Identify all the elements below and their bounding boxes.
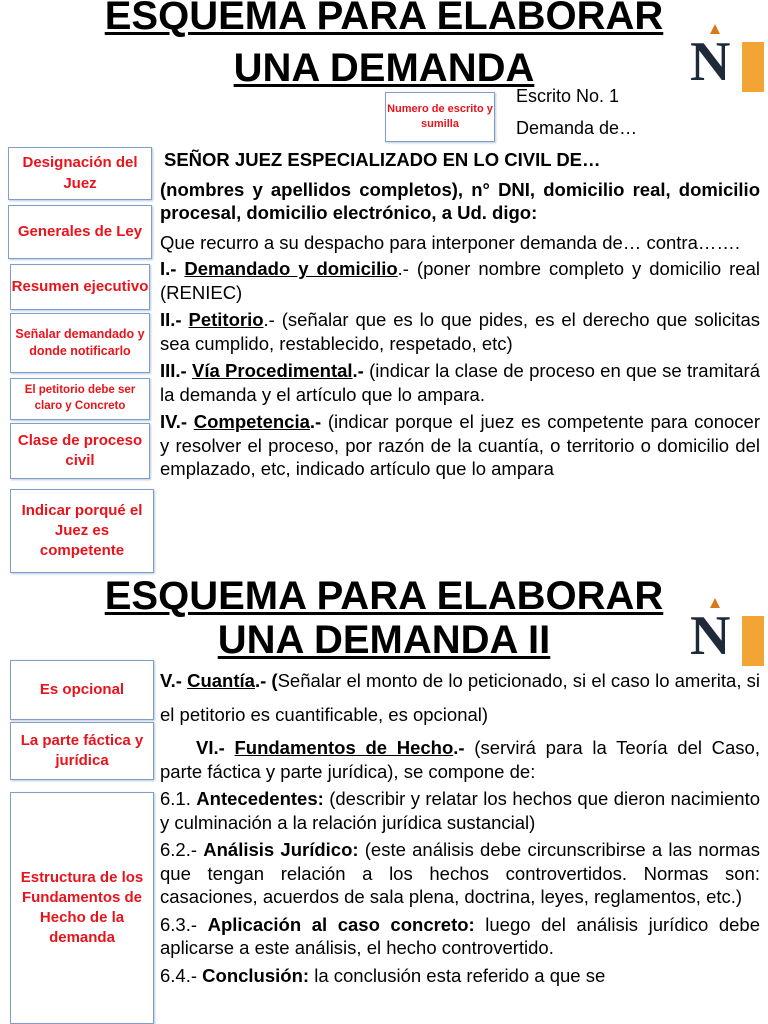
point-6-3-number: 6.3.- [160,913,208,935]
point-6-4-heading: Conclusión: [202,964,310,986]
label-petitorio-claro: El petitorio debe ser claro y Concreto [10,378,150,420]
point-6-2 [160,838,760,909]
section-4-number: IV.- [160,411,194,432]
slide-1-title-line-1: ESQUEMA PARA ELABORAR [104,0,664,38]
section-2-text: .- (señalar que es lo que pides, es el derecho que solicitas sea cumplido, restablecido, respetado, etc) [160,309,760,354]
label-clase-proceso: Clase de proceso civil [10,423,150,479]
label-resumen-ejecutivo: Resumen ejecutivo [10,264,150,310]
nombres-paragraph: (nombres y apellidos completos), n° DNI, domicilio real, domicilio procesal, domicilio electrónico, a Ud. digo: [160,178,760,223]
point-6-4 [160,964,760,988]
section-3 [160,359,760,406]
label-estructura-fundamentos: Estructura de los Fundamentos de Hecho de la demanda [10,792,154,1024]
slide-2-body [160,664,760,987]
senor-juez-heading: SEÑOR JUEZ ESPECIALIZADO EN LO CIVIL DE… [164,149,601,170]
point-6-1 [160,787,760,834]
slide-2 [0,576,768,1024]
label-juez-competente: Indicar porqué el Juez es competente [10,489,154,573]
point-6-4-number: 6.4.- [160,964,203,986]
point-6-2-text: (este análisis debe circunscribirse a las normas que tengan relación a los hechos controvertidos. Normas son: casaciones, acuerdos de sala plena, doctrina, leyes, reglamentos, etc.) [160,839,760,907]
section-2-heading: Petitorio [188,309,264,330]
point-6-2-number: 6.2.- [160,839,204,860]
slide-2-title-line-2: UNA DEMANDA II [217,618,551,662]
demanda-de: Demanda de… [516,118,638,138]
logo-icon: N [690,24,750,94]
label-generales-ley: Generales de Ley [8,205,152,259]
section-6-separator: .- [453,737,465,758]
slide-1-body [160,148,760,481]
label-senalar-demandado: Señalar demandado y donde notificarlo [10,313,150,373]
section-3-heading: Vía Procedimental [192,360,353,381]
section-4 [160,410,760,481]
point-6-3-heading: Aplicación al caso concreto: [207,913,475,935]
section-5-number: V.- [160,670,188,691]
slide-2-title-line-1: ESQUEMA PARA ELABORAR [104,576,664,618]
point-6-3-text: luego del análisis jurídico debe aplicarse a este análisis, el hecho controvertido. [160,913,760,958]
section-4-separator: .- [309,411,322,432]
section-1 [160,257,760,304]
section-5-separator: .- ( [254,670,278,691]
section-5 [160,664,760,732]
point-6-1-heading: Antecedentes: [196,788,324,809]
section-1-number: I.- [160,258,185,279]
point-6-4-text: la conclusión esta referido a que se [309,964,606,986]
section-4-heading: Competencia [193,411,310,432]
section-5-heading: Cuantía [187,670,255,691]
section-4-text: (indicar porque el juez es competente para conocer y resolver el proceso, por razón de la cuantía, o territorio o domicilio del emplazado, etc, indicado artículo que lo ampara [160,411,760,479]
section-6-heading: Fundamentos de Hecho [234,737,454,758]
section-2-number: II.- [160,309,189,330]
section-6 [160,736,760,783]
section-6-text: (servirá para la Teoría del Caso, parte fáctica y parte jurídica), se compone de: [160,737,760,782]
logo-icon: N [690,598,750,668]
label-parte-factica: La parte fáctica y jurídica [10,722,154,780]
section-3-number: III.- [160,360,192,381]
que-recurro-paragraph: Que recurro a su despacho para interponer demanda de… contra……. [160,231,740,253]
label-designacion-juez: Designación del Juez [8,147,152,200]
label-numero-escrito: Numero de escrito y sumilla [385,92,495,142]
point-6-1-number: 6.1. [160,788,197,809]
point-6-1-text: (describir y relatar los hechos que dieron nacimiento y culminación a la relación jurídica sustancial) [160,788,761,833]
point-6-2-heading: Análisis Jurídico: [203,839,359,860]
section-2 [160,308,760,355]
section-3-separator: .- [352,360,364,381]
section-6-number: VI.- [196,737,235,758]
section-1-text: .- (poner nombre completo y domicilio real (RENIEC) [160,258,760,303]
slide-1-title-line-2: UNA DEMANDA [233,46,535,90]
escrito-number: Escrito No. 1 [516,86,620,106]
section-5-text: Señalar el monto de lo peticionado, si el caso lo amerita, si el petitorio es cuantificable, es opcional) [160,670,760,725]
section-3-text: (indicar la clase de proceso en que se tramitará la demanda y el artículo que lo ampara. [160,360,760,405]
label-es-opcional: Es opcional [10,660,154,720]
section-1-heading: Demandado y domicilio [184,258,398,279]
point-6-3 [160,913,760,960]
